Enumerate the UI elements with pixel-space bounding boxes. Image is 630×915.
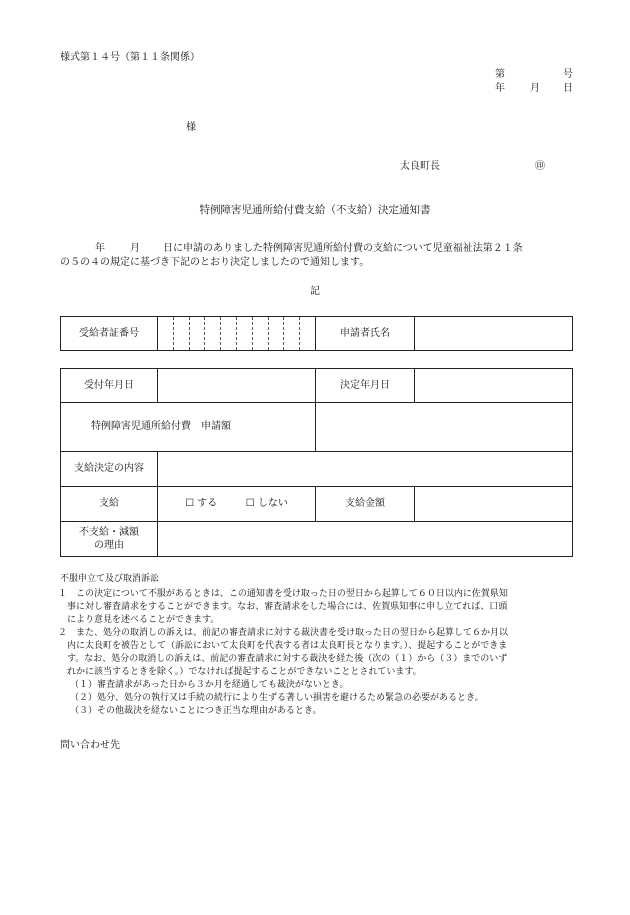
form-number: 様式第１４号（第１１条関係） <box>60 52 200 63</box>
recipient-number-label: 受給者証番号 <box>61 317 158 351</box>
digit-box[interactable] <box>237 317 253 350</box>
note-item2-line1: ２ また、処分の取消しの訴えは、前記の審査請求に対する裁決書を受け取った日の翌日から起算して６か月以 <box>58 628 509 638</box>
digit-box[interactable] <box>300 317 315 350</box>
recipient-number-boxes[interactable] <box>158 317 316 351</box>
digit-box[interactable] <box>158 317 174 350</box>
digit-box[interactable] <box>190 317 206 350</box>
option-no-checkbox[interactable]: ☐ しない <box>245 498 288 509</box>
doc-date-day: 日 <box>563 83 573 94</box>
application-amount-label: 特例障害児通所給付費 申請額 <box>61 403 316 452</box>
addressee-suffix: 様 <box>186 122 196 133</box>
notes-list <box>58 588 578 718</box>
payment-options <box>158 487 316 522</box>
notes-heading: 不服申立て及び取消訴訟 <box>60 574 160 584</box>
decision-content-label: 支給決定の内容 <box>61 452 158 487</box>
payment-amount-field[interactable] <box>415 487 573 522</box>
doc-date-year: 年 <box>495 83 505 94</box>
reason-label-line1: 不支給・減額 <box>79 527 139 538</box>
received-date-field[interactable] <box>158 369 316 403</box>
note-item1-line2: 事に対し審査請求をすることができます。なお、審査請求をした場合には、佐賀県知事に申し立てれば、口頭 <box>58 602 508 612</box>
decision-content-field[interactable] <box>158 452 573 487</box>
application-amount-field[interactable] <box>316 403 573 452</box>
note-item1-line3: により意見を述べることができます。 <box>58 615 220 625</box>
body-line1: 日に申請のありました特例障害児通所給付費の支給について児童福祉法第２１条 <box>163 243 523 254</box>
note-sub3: （３）その他裁決を経ないことにつき正当な理由があるとき。 <box>70 706 322 716</box>
note-sub2: （２）処分、処分の執行又は手続の続行により生ずる著しい損害を避けるため緊急の必要があるとき。 <box>70 693 484 703</box>
digit-box[interactable] <box>284 317 300 350</box>
digit-box[interactable] <box>221 317 237 350</box>
digit-box[interactable] <box>269 317 285 350</box>
applicant-name-label: 申請者氏名 <box>316 317 415 351</box>
note-item2-line3: す。なお、処分の取消しの訴えは、前記の審査請求に対する裁決を経た後（次の（１）から（３）までのいず <box>58 654 508 664</box>
recipient-table <box>60 316 573 351</box>
payment-amount-label: 支給金額 <box>316 487 415 522</box>
digit-box[interactable] <box>174 317 190 350</box>
applicant-name-field[interactable] <box>415 317 573 351</box>
document-title: 特例障害児通所給付費支給（不支給）決定通知書 <box>199 204 431 216</box>
note-sub1: （１）審査請求があった日から３か月を経過しても裁決がないとき。 <box>70 680 349 690</box>
reason-field[interactable] <box>158 522 573 557</box>
body-line2: の５の４の規定に基づき下記のとおり決定しましたので通知します。 <box>60 257 370 268</box>
note-item2-line4: れかに該当するときを除く。）でなければ提起することができないこととされています。 <box>58 667 422 677</box>
seal-mark: ㊞ <box>535 161 545 172</box>
doc-number-dai: 第 <box>495 69 505 80</box>
decision-date-field[interactable] <box>415 369 573 403</box>
reason-label <box>61 522 158 557</box>
option-yes-checkbox[interactable]: ☐ する <box>185 498 218 509</box>
received-date-label: 受付年月日 <box>61 369 158 403</box>
digit-box[interactable] <box>253 317 269 350</box>
issuer-title: 太良町長 <box>400 161 440 172</box>
contact-label: 問い合わせ先 <box>60 740 120 751</box>
decision-date-label: 決定年月日 <box>316 369 415 403</box>
ki-label: 記 <box>310 286 320 297</box>
doc-date-month: 月 <box>530 83 540 94</box>
note-item2-line2: 内に太良町を被告として（訴訟において太良町を代表する者は太良町長となります。）、提起することができま <box>58 641 508 651</box>
reason-label-line2: の理由 <box>94 540 124 551</box>
digit-box[interactable] <box>205 317 221 350</box>
body-year: 年 <box>95 243 105 254</box>
payment-label: 支給 <box>61 487 158 522</box>
note-item1-line1: １ この決定について不服があるときは、この通知書を受け取った日の翌日から起算して６０日以内に佐賀県知 <box>58 589 508 599</box>
decision-table <box>60 368 573 557</box>
body-month: 月 <box>130 243 140 254</box>
doc-number-go: 号 <box>563 69 573 80</box>
